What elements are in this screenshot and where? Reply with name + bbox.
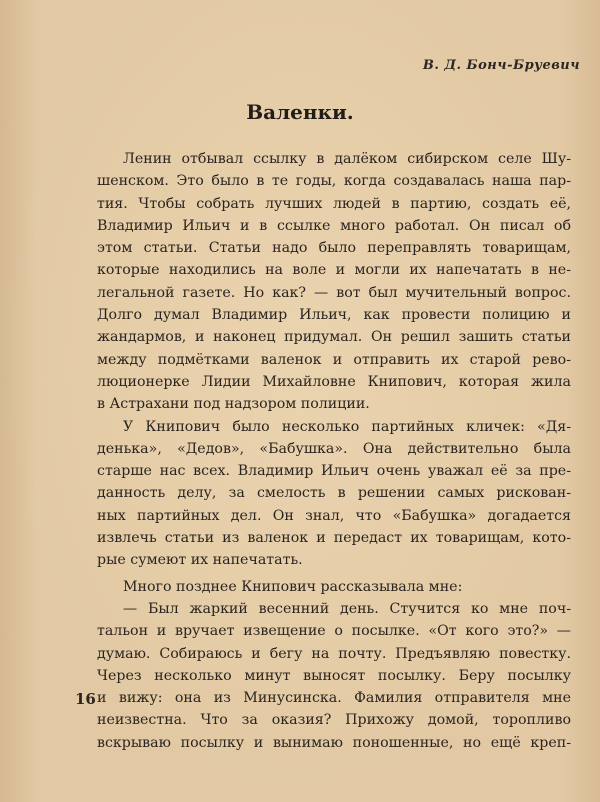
text-line: Долго думал Владимир Ильич, как провести полицию и — [97, 307, 571, 324]
text-line: Много позднее Книпович рассказывала мне: — [123, 578, 463, 595]
text-line: ных партийных дел. Он знал, что «Бабушка» догадается — [97, 507, 571, 524]
text-line: жандармов, и наконец придумал. Он решил зашить статьи — [97, 329, 571, 346]
text-line: неизвестна. Что за оказия? Прихожу домой, торопливо — [97, 712, 571, 729]
text-line: Владимир Ильич и в ссылке много работал. Он писал об — [97, 217, 571, 234]
text-line: этом статьи. Статьи надо было переправлять товарищам, — [97, 240, 571, 257]
text-line: и вижу: она из Минусинска. Фамилия отправителя мне — [97, 690, 571, 707]
text-line: люционерке Лидии Михайловне Книпович, которая жила — [97, 373, 571, 390]
text-line: рые сумеют их напечатать. — [97, 552, 303, 569]
text-line: старше нас всех. Владимир Ильич очень уважал её за пре- — [97, 463, 571, 480]
text-line: которые находились на воле и могли их напечатать в не- — [97, 262, 571, 279]
text-line: в Астрахани под надзором полиции. — [97, 396, 370, 413]
author-name: В. Д. Бонч-Бруевич — [422, 58, 580, 73]
text-line: данность делу, за смелость в решении самых рискован- — [97, 485, 571, 502]
page-number: 16 — [75, 690, 96, 708]
text-line: легальной газете. Но как? — вот был мучительный вопрос. — [97, 284, 571, 301]
text-line: тия. Чтобы собрать лучших людей в партию, создать её, — [97, 195, 571, 212]
text-line: Через несколько минут выносят посылку. Беру посылку — [97, 667, 571, 684]
text-line: вскрываю посылку и вынимаю поношенные, но ещё креп- — [97, 734, 571, 751]
text-line: У Книпович было несколько партийных кличек: «Дя- — [123, 418, 571, 435]
text-line: денька», «Дедов», «Бабушка». Она действительно была — [97, 440, 571, 457]
text-line: извлечь статьи из валенок и передаст их товарищам, кото- — [97, 530, 571, 547]
text-line: Ленин отбывал ссылку в далёком сибирском селе Шу- — [123, 151, 571, 167]
story-title: Валенки. — [246, 100, 354, 124]
text-line: шенском. Это было в те годы, когда создавалась наша пар- — [97, 173, 571, 190]
story-body — [97, 148, 571, 754]
text-line: между подмётками валенок и отправить их старой рево- — [97, 351, 571, 368]
text-line: — Был жаркий весенний день. Стучится ко мне поч- — [123, 600, 571, 617]
text-line: тальон и вручает извещение о посылке. «От кого это?» — — [97, 623, 571, 640]
text-line: думаю. Собираюсь и бегу на почту. Предъявляю повестку. — [97, 645, 571, 662]
